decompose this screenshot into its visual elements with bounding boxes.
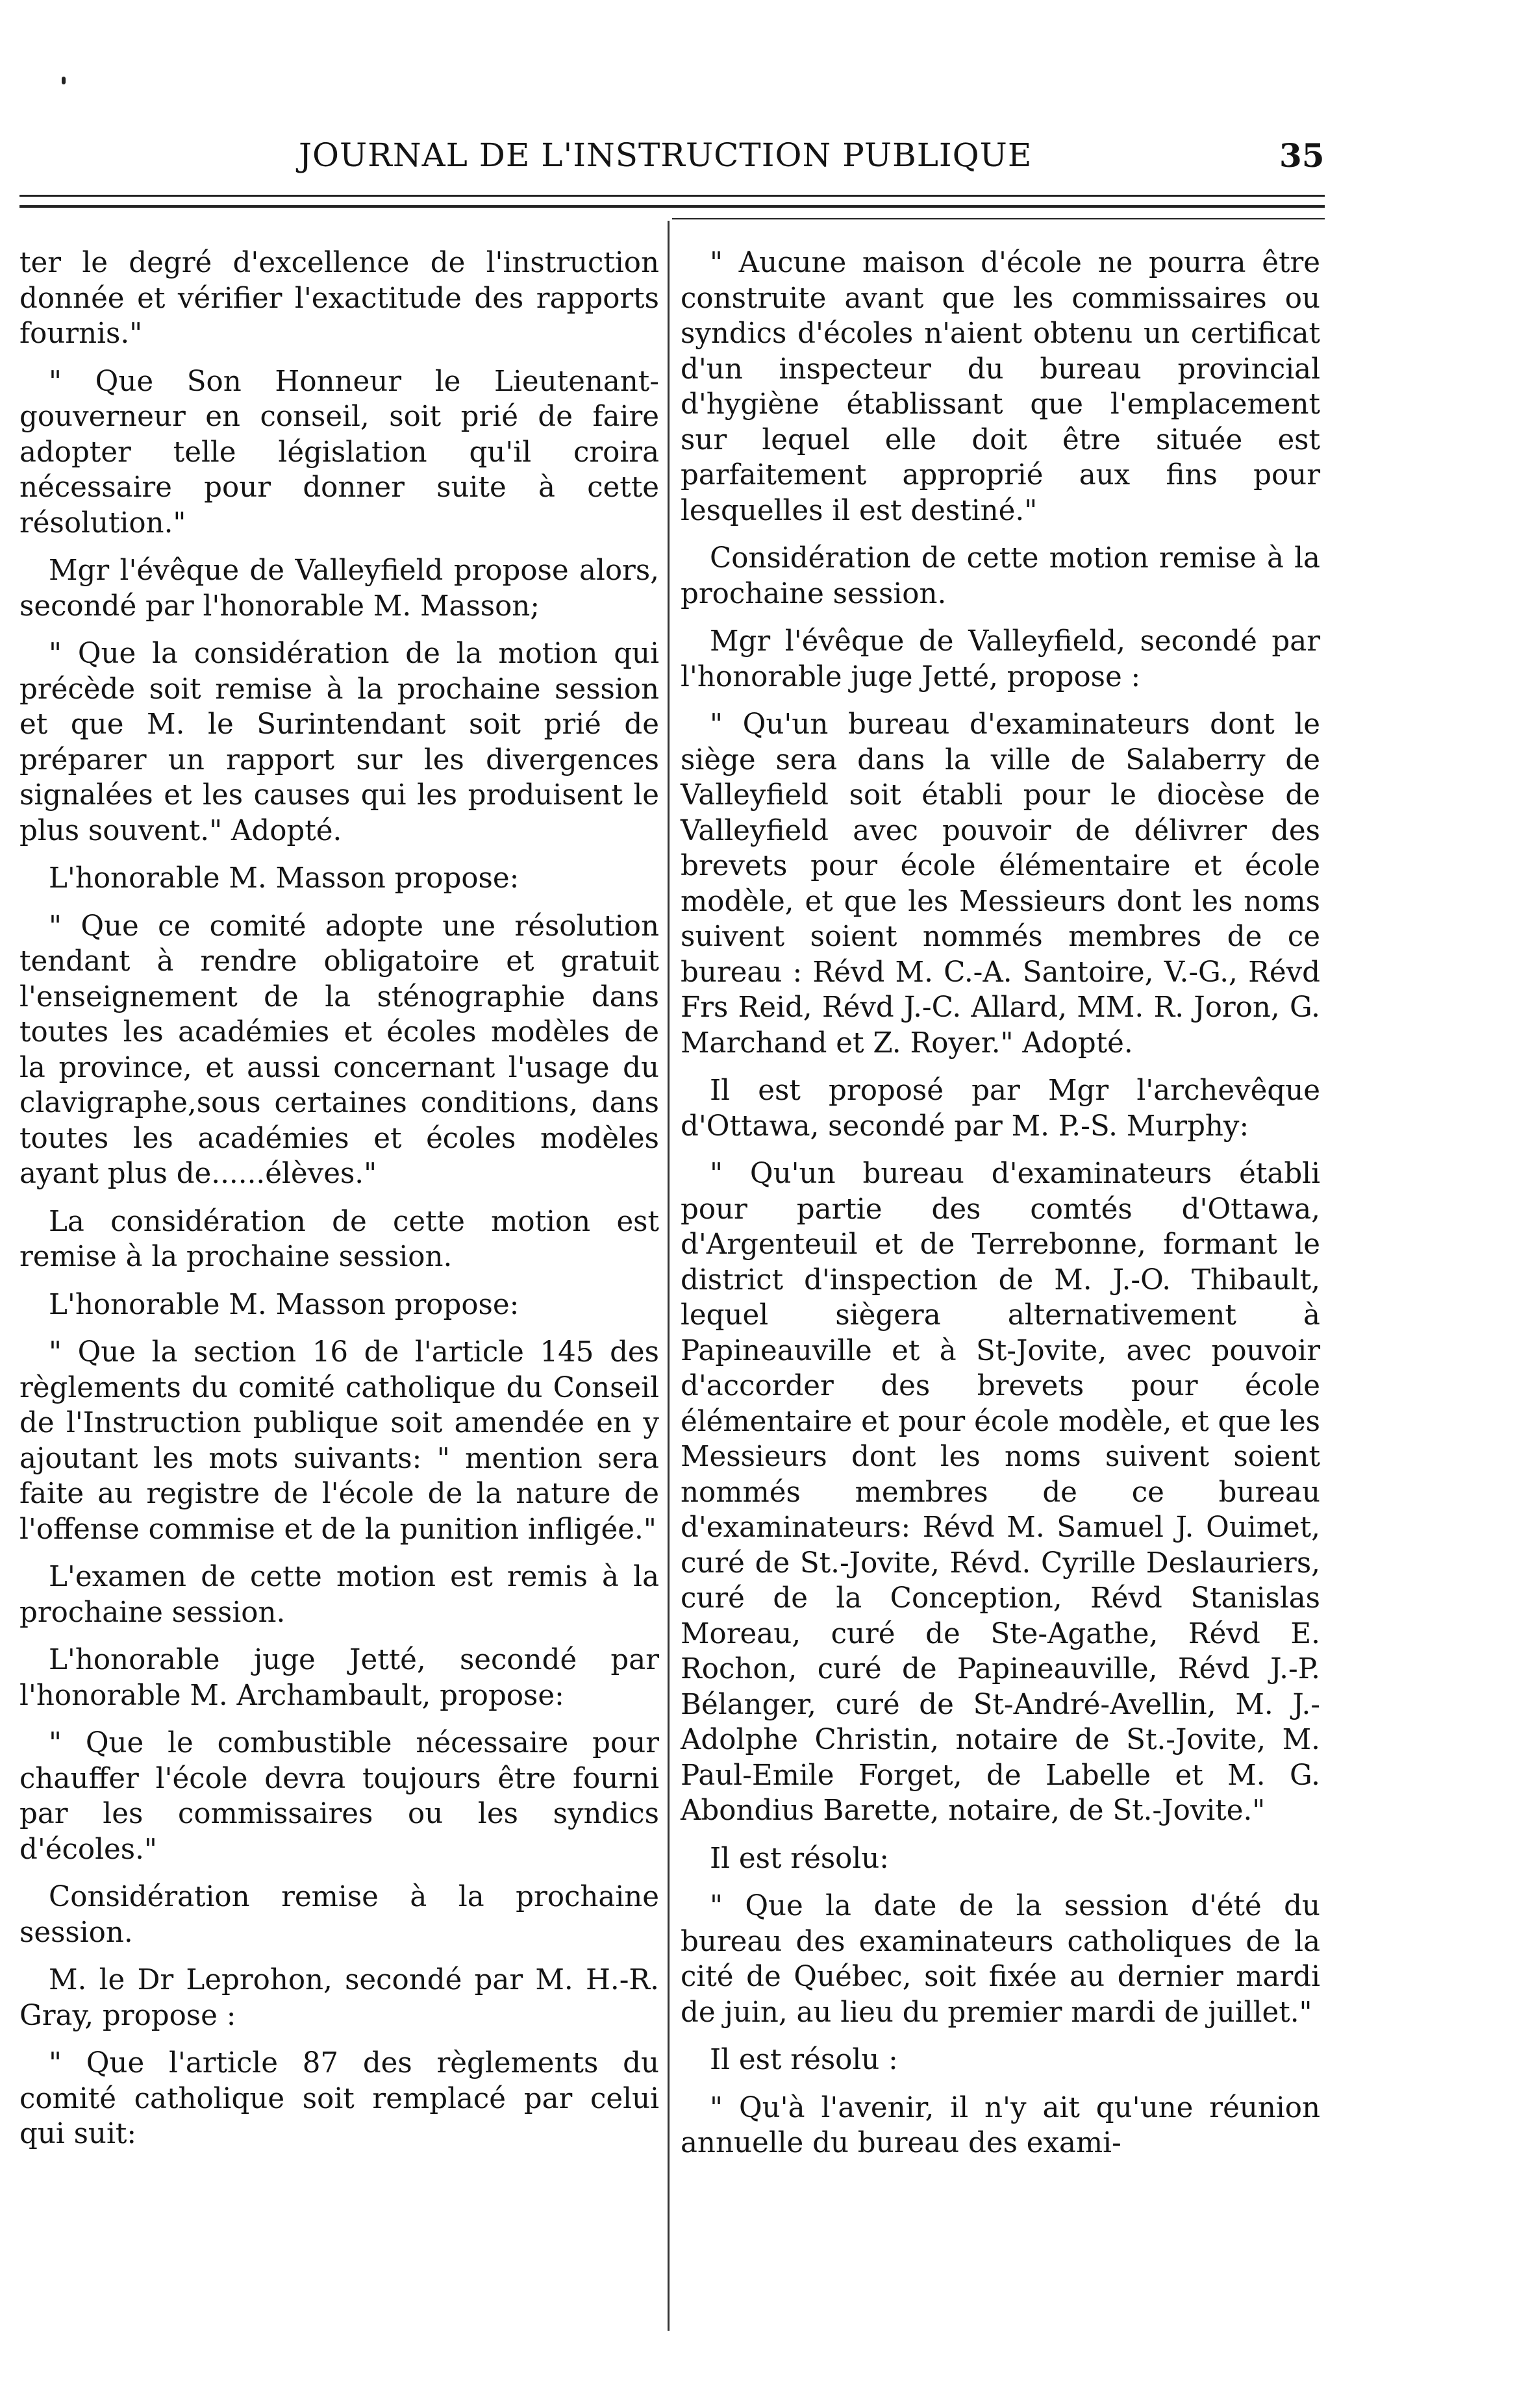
right-paragraph: " Aucune maison d'école ne pourra être construite avant que les commissaires ou syndics d'écoles n'aient obtenu un certificat d'un inspecteur du bureau provincial d'hygiène établissant que l'emplacement sur lequel elle doit être située est parfaitement approprié aux fins pour lesquelles il est destiné." [681,247,1320,527]
left-paragraph: " Que Son Honneur le Lieutenant-gouverneur en conseil, soit prié de faire adopter telle législation qu'il croira nécessaire pour donner suite à cette résolution." [19,365,659,540]
left-paragraph: ter le degré d'excellence de l'instruction donnée et vérifier l'exactitude des rapports fournis." [19,247,659,350]
left-paragraph: L'honorable M. Masson propose: [49,1288,520,1321]
ink-speck [62,77,66,84]
right-paragraph: Il est résolu: [710,1842,889,1875]
header-rule-right [672,218,1325,219]
right-paragraph: Il est résolu : [710,2044,898,2076]
right-paragraph: Il est proposé par Mgr l'archevêque d'Ottawa, secondé par M. P.-S. Murphy: [681,1074,1320,1143]
header-rule-top [19,195,1325,197]
left-paragraph: " Que la section 16 de l'article 145 des règlements du comité catholique du Conseil de l'Instruction publique soit amendée en y ajoutant les mots suivants: " mention sera faite au registre de l'école de la nature de l'offense commise et de la punition infligée." [19,1336,659,1546]
right-paragraph: " Que la date de la session d'été du bureau des examinateurs catholiques de la cité de Québec, soit fixée au dernier mardi de juin, au lieu du premier mardi de juillet." [681,1890,1320,2029]
header-rule-double [19,205,1325,208]
running-title: JOURNAL DE L'INSTRUCTION PUBLIQUE [299,136,1033,174]
right-paragraph: Considération de cette motion remise à la prochaine session. [681,542,1320,610]
left-paragraph: L'examen de cette motion est remis à la prochaine session. [19,1561,659,1629]
left-paragraph: La considération de cette motion est remise à la prochaine session. [19,1205,659,1273]
column-divider [668,221,670,2331]
left-paragraph: " Que le combustible nécessaire pour chauffer l'école devra toujours être fourni par les commissaires ou les syndics d'écoles." [19,1727,659,1866]
left-paragraph: " Que ce comité adopte une résolution tendant à rendre obligatoire et gratuit l'enseignement de la sténographie dans toutes les académies et écoles modèles de la province, et aussi concernant l'usage du clavigraphe,sous certaines conditions, dans toutes les académies et écoles modèles ayant plus de......élèves." [19,910,659,1190]
left-paragraph: M. le Dr Leprohon, secondé par M. H.-R. Gray, propose : [19,1964,659,2032]
left-paragraph: Considération remise à la prochaine session. [19,1881,659,1949]
left-column [19,245,659,2165]
right-paragraph: " Qu'un bureau d'examinateurs dont le siège sera dans la ville de Salaberry de Valleyfield soit établi pour le diocèse de Valleyfield avec pouvoir de délivrer des brevets pour école élémentaire et école modèle, et que les Messieurs dont les noms suivent soient nommés membres de ce bureau : Révd M. C.-A. Santoire, V.-G., Révd Frs Reid, Révd J.-C. Allard, MM. R. Joron, G. Marchand et Z. Royer." Adopté. [681,708,1320,1060]
page-number: 35 [1279,136,1325,175]
page-header [19,136,1325,188]
left-paragraph: " Que l'article 87 des règlements du comité catholique soit remplacé par celui qui suit: [19,2047,659,2150]
left-paragraph: L'honorable M. Masson propose: [49,862,520,895]
right-paragraph: " Qu'un bureau d'examinateurs établi pour partie des comtés d'Ottawa, d'Argenteuil et de Terrebonne, formant le district d'inspection de M. J.-O. Thibault, lequel siègera alternativement à Papineauville et à St-Jovite, avec pouvoir d'accorder des brevets pour école élémentaire et pour école modèle, et que les Messieurs dont les noms suivent soient nommés membres de ce bureau d'examinateurs: Révd M. Samuel J. Ouimet, curé de St.-Jovite, Révd. Cyrille Deslauriers, curé de la Conception, Révd Stanislas Moreau, curé de Ste-Agathe, Révd E. Rochon, curé de Papineauville, Révd J.-P. Bélanger, curé de St-André-Avellin, M. J.-Adolphe Christin, notaire de St.-Jovite, M. Paul-Emile Forget, de Labelle et M. G. Abondius Barette, notaire, de St.-Jovite." [681,1158,1320,1827]
left-paragraph: Mgr l'évêque de Valleyfield propose alors, secondé par l'honorable M. Masson; [19,554,659,623]
right-paragraph: Mgr l'évêque de Valleyfield, secondé par l'honorable juge Jetté, propose : [681,625,1320,693]
left-paragraph: " Que la considération de la motion qui précède soit remise à la prochaine session et que M. le Surintendant soit prié de préparer un rapport sur les divergences signalées et les causes qui les produisent le plus souvent." Adopté. [19,638,659,847]
right-column [681,245,1320,2174]
left-paragraph: L'honorable juge Jetté, secondé par l'honorable M. Archambault, propose: [19,1644,659,1712]
right-paragraph: " Qu'à l'avenir, il n'y ait qu'une réunion annuelle du bureau des exami- [681,2091,1320,2159]
